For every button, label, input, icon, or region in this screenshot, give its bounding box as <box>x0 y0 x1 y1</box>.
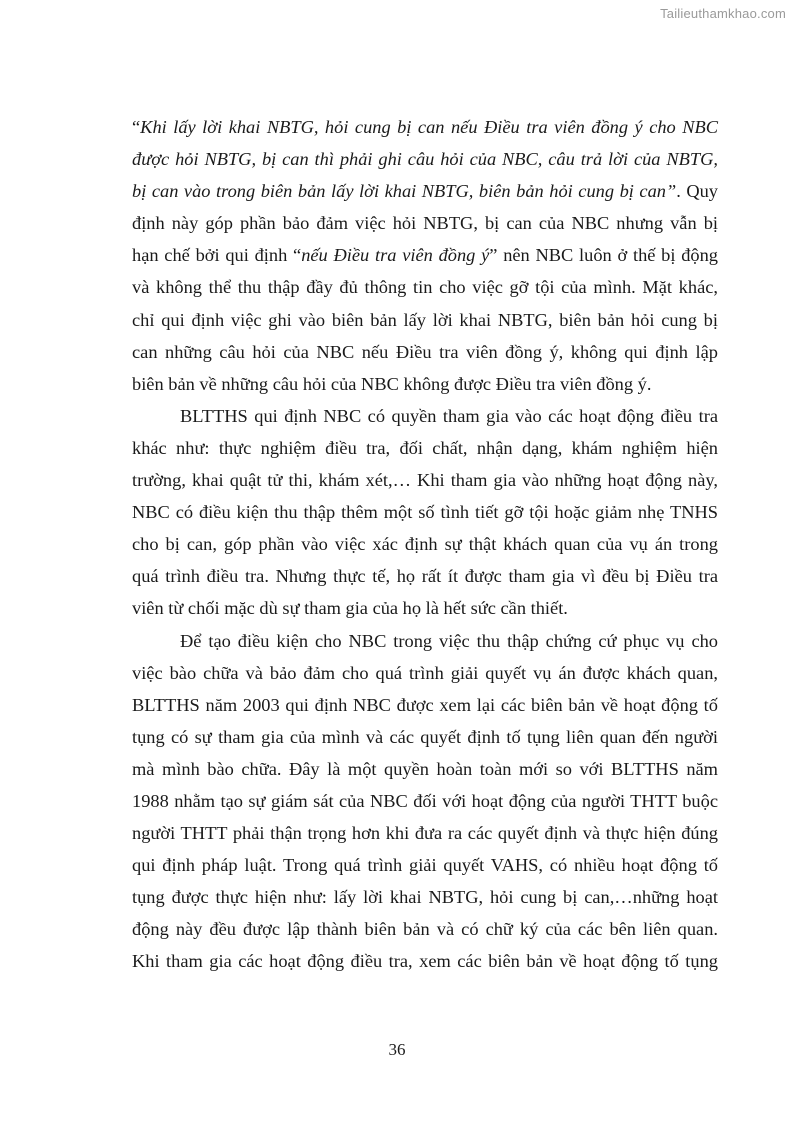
watermark-text: Tailieuthamkhao.com <box>660 6 786 21</box>
text-line: khác như: thực nghiệm điều tra, đối chất, nhận dạng, khám nghiệm hiện <box>132 437 718 458</box>
paragraph-3 <box>132 625 718 978</box>
page-number: 36 <box>388 1040 406 1059</box>
text-line: việc bào chữa và bảo đảm cho quá trình giải quyết vụ án được khách quan, <box>132 662 718 683</box>
text-line: tụng có sự tham gia của mình và các quyết định tố tụng liên quan đến người <box>132 726 718 747</box>
text-line: BLTTHS năm 2003 qui định NBC được xem lại các biên bản về hoạt động tố <box>132 694 718 715</box>
text-line: tụng được thực hiện như: lấy lời khai NBTG, hỏi cung bị can,…những hoạt <box>132 887 718 908</box>
text-line: động này đều được lập thành biên bản và có chữ ký của các bên liên quan. <box>132 919 718 940</box>
text-line: mà mình bào chữa. Đây là một quyền hoàn toàn mới so với BLTTHS năm <box>132 758 718 779</box>
paragraph-1 <box>132 111 718 400</box>
text-line: hạn chế bởi qui định “nếu Điều tra viên đồng ý” nên NBC luôn ở thế bị động <box>132 245 719 266</box>
text-line: cho bị can, góp phần vào việc xác định sự thật khách quan của vụ án trong <box>132 534 718 555</box>
text-line: 1988 nhằm tạo sự giám sát của NBC đối với hoạt động của người THTT buộc <box>132 790 718 811</box>
text-line: người THTT phải thận trọng hơn khi đưa ra các quyết định và thực hiện đúng <box>132 823 718 844</box>
text-line: viên từ chối mặc dù sự tham gia của họ là hết sức cần thiết. <box>132 598 568 619</box>
text-line: chỉ qui định việc ghi vào biên bản lấy lời khai NBTG, biên bản hỏi cung bị <box>132 309 718 330</box>
text-line: bị can vào trong biên bản lấy lời khai NBTG, biên bản hỏi cung bị can”. Quy <box>132 181 718 202</box>
text-line: trường, khai quật tử thi, khám xét,… Khi tham gia vào những hoạt động này, <box>132 470 718 491</box>
text-line: “Khi lấy lời khai NBTG, hỏi cung bị can nếu Điều tra viên đồng ý cho NBC <box>132 117 718 137</box>
paragraph-2 <box>132 400 718 625</box>
text-line: được hỏi NBTG, bị can thì phải ghi câu hỏi của NBC, câu trả lời của NBTG, <box>132 149 718 170</box>
text-line: quá trình điều tra. Nhưng thực tế, họ rất ít được tham gia vì đều bị Điều tra <box>132 566 718 587</box>
text-line: qui định pháp luật. Trong quá trình giải quyết VAHS, có nhiều hoạt động tố <box>132 855 718 876</box>
text-line: can những câu hỏi của NBC nếu Điều tra viên đồng ý, không qui định lập <box>132 341 718 362</box>
text-line: định này góp phần bảo đảm việc hỏi NBTG, bị can của NBC nhưng vẫn bị <box>132 213 718 234</box>
text-line: Khi tham gia các hoạt động điều tra, xem các biên bản về hoạt động tố tụng <box>132 951 718 972</box>
text-line: Để tạo điều kiện cho NBC trong việc thu thập chứng cứ phục vụ cho <box>180 630 718 651</box>
text-line: biên bản về những câu hỏi của NBC không được Điều tra viên đồng ý. <box>132 373 652 394</box>
text-line: BLTTHS qui định NBC có quyền tham gia vào các hoạt động điều tra <box>180 405 718 426</box>
text-line: và không thể thu thập đầy đủ thông tin cho việc gỡ tội của mình. Mặt khác, <box>132 277 718 298</box>
document-body <box>132 111 718 978</box>
text-line: NBC có điều kiện thu thập thêm một số tình tiết gỡ tội hoặc giảm nhẹ TNHS <box>132 502 718 523</box>
